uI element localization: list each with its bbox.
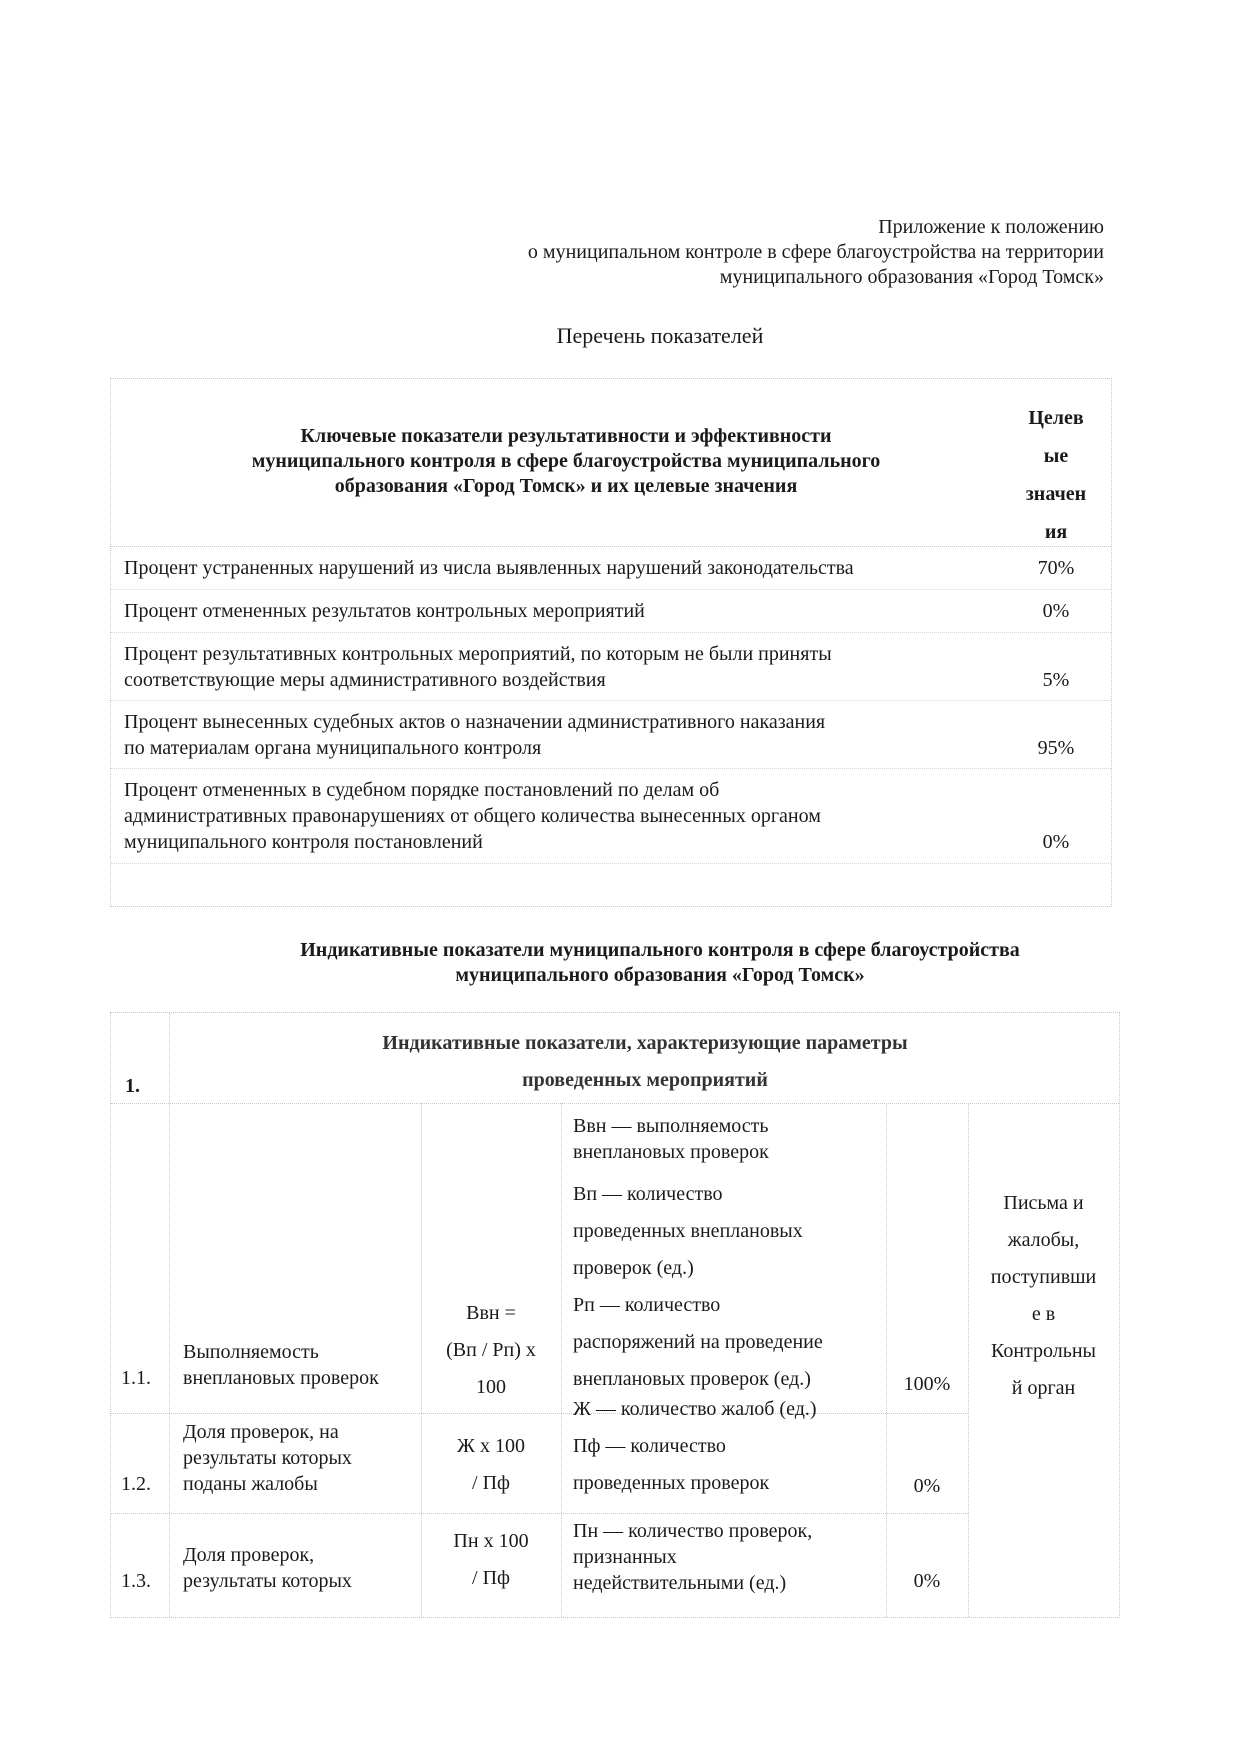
- indicator-value: 0%: [1042, 600, 1070, 622]
- source-line: е в: [1031, 1303, 1056, 1325]
- indicator-text-line: Процент вынесенных судебных актов о назначении административного наказания: [124, 711, 826, 733]
- indicative-section-title: [0, 938, 1240, 988]
- header-title-line: образования «Город Томск» и их целевые значения: [334, 475, 798, 497]
- header-title-line: Ключевые показатели результативности и эффективности: [300, 425, 832, 447]
- indicator-text-line: муниципального контроля постановлений: [124, 831, 483, 853]
- description-line: распоряжений на проведение: [573, 1331, 823, 1353]
- target-value: 0%: [913, 1570, 941, 1592]
- indicator-name-line: Доля проверок, на: [183, 1421, 339, 1443]
- formula-line: Пн х 100: [453, 1530, 529, 1552]
- description-line: внеплановых проверок (ед.): [573, 1368, 811, 1390]
- source-line: й орган: [1011, 1377, 1076, 1399]
- description-line: Пн — количество проверок,: [573, 1520, 813, 1542]
- column-divider: [886, 1103, 887, 1617]
- description-line: Вп — количество: [573, 1183, 723, 1205]
- indicator-value: 0%: [1042, 831, 1070, 853]
- header-title-line: муниципального контроля в сфере благоустройства муниципального: [251, 450, 881, 472]
- target-value: 100%: [903, 1373, 951, 1395]
- table-row: [111, 701, 1111, 769]
- indicator-value: 95%: [1037, 737, 1075, 759]
- description-line: Пф — количество: [573, 1435, 726, 1457]
- description-line: Ввн — выполняемость: [573, 1115, 769, 1137]
- formula-line: 100: [476, 1376, 506, 1398]
- section-number: 1.: [125, 1075, 140, 1097]
- row-number: 1.3.: [121, 1570, 151, 1592]
- description-line: признанных: [573, 1546, 677, 1568]
- indicator-description: [573, 1113, 883, 1398]
- row-divider: [111, 1513, 968, 1514]
- indicator-name-line: результаты которых: [183, 1447, 352, 1469]
- header-target-line: Целев: [1028, 407, 1084, 429]
- indicator-text-line: административных правонарушениях от общего количества вынесенных органом: [124, 805, 821, 827]
- indicator-text-line: Процент результативных контрольных мероприятий, по которым не были приняты: [124, 643, 832, 665]
- target-values-header: [1006, 399, 1106, 551]
- page-title: Перечень показателей: [556, 323, 764, 348]
- row-divider: [111, 1103, 1119, 1104]
- indicator-name-line: Доля проверок,: [183, 1544, 315, 1566]
- indicator-text: [124, 709, 1004, 761]
- formula-line: Ж х 100: [457, 1435, 525, 1457]
- key-indicators-header: [111, 379, 1111, 547]
- indicator-formula: [421, 1523, 561, 1597]
- subtitle-line: муниципального образования «Город Томск»: [455, 964, 865, 986]
- table-row: [111, 590, 1111, 633]
- formula-line: / Пф: [472, 1567, 510, 1589]
- formula-line: Ввн =: [466, 1302, 516, 1324]
- indicator-formula: [421, 1428, 561, 1502]
- table-row: [111, 633, 1111, 701]
- source-line: поступивши: [990, 1266, 1097, 1288]
- indicative-indicators-table: [110, 1012, 1120, 1618]
- row-number: 1.1.: [121, 1367, 151, 1389]
- indicator-text-line: соответствующие меры административного воздействия: [124, 669, 606, 691]
- header-target-line: ые: [1043, 445, 1069, 467]
- indicator-text: [124, 598, 1004, 624]
- indicator-text-line: Процент устраненных нарушений из числа выявленных нарушений законодательства: [124, 557, 854, 579]
- indicator-text: [124, 555, 1004, 581]
- appendix-line: о муниципальном контроле в сфере благоустройства на территории: [527, 241, 1104, 263]
- key-indicators-header-title: [171, 424, 961, 499]
- appendix-line: Приложение к положению: [878, 216, 1104, 238]
- indicator-value: 5%: [1042, 669, 1070, 691]
- header-target-line: ия: [1044, 521, 1068, 543]
- description-line: проведенных проверок: [573, 1472, 770, 1494]
- row-number: 1.2.: [121, 1473, 151, 1495]
- indicator-name-line: поданы жалобы: [183, 1473, 318, 1495]
- header-target-line: значен: [1025, 483, 1087, 505]
- source-line: Контрольны: [990, 1340, 1096, 1362]
- key-indicators-table: [110, 378, 1112, 907]
- indicator-value: 70%: [1037, 557, 1075, 579]
- appendix-reference: [528, 215, 1104, 290]
- section-title: [171, 1025, 1119, 1099]
- column-divider: [561, 1103, 562, 1617]
- indicator-name: [183, 1419, 418, 1497]
- description-line: проверок (ед.): [573, 1257, 694, 1279]
- description-line: внеплановых проверок: [573, 1141, 769, 1163]
- indicator-name-line: внеплановых проверок: [183, 1367, 379, 1389]
- data-source: [968, 1185, 1119, 1407]
- indicator-text: [124, 777, 1004, 855]
- indicator-text-line: по материалам органа муниципального контроля: [124, 737, 542, 759]
- indicator-text-line: Процент отмененных результатов контрольных мероприятий: [124, 600, 645, 622]
- section-title-line: проведенных мероприятий: [522, 1069, 768, 1091]
- indicator-name-line: результаты которых: [183, 1570, 352, 1592]
- formula-line: (Вп / Рп) х: [446, 1339, 536, 1361]
- subtitle-line: Индикативные показатели муниципального контроля в сфере благоустройства: [300, 939, 1020, 961]
- description-line: проведенных внеплановых: [573, 1220, 803, 1242]
- indicator-name: [183, 1542, 418, 1594]
- indicator-text-line: Процент отмененных в судебном порядке постановлений по делам об: [124, 779, 720, 801]
- description-line: Рп — количество: [573, 1294, 721, 1316]
- target-value: 0%: [913, 1475, 941, 1497]
- source-line: жалобы,: [1007, 1229, 1080, 1251]
- source-line: Письма и: [1003, 1192, 1084, 1214]
- indicator-text: [124, 641, 1004, 693]
- formula-line: / Пф: [472, 1472, 510, 1494]
- table-row: [111, 547, 1111, 590]
- description-line: Ж — количество жалоб (ед.): [573, 1398, 817, 1420]
- section-title-line: Индикативные показатели, характеризующие параметры: [382, 1032, 908, 1054]
- indicator-description: [573, 1391, 883, 1502]
- table-row: [111, 769, 1111, 864]
- description-line: недействительными (ед.): [573, 1572, 787, 1594]
- indicator-description: [573, 1518, 883, 1596]
- indicator-name: [183, 1339, 418, 1391]
- indicator-name-line: Выполняемость: [183, 1341, 319, 1363]
- appendix-line: муниципального образования «Город Томск»: [719, 266, 1104, 288]
- indicator-formula: [421, 1295, 561, 1406]
